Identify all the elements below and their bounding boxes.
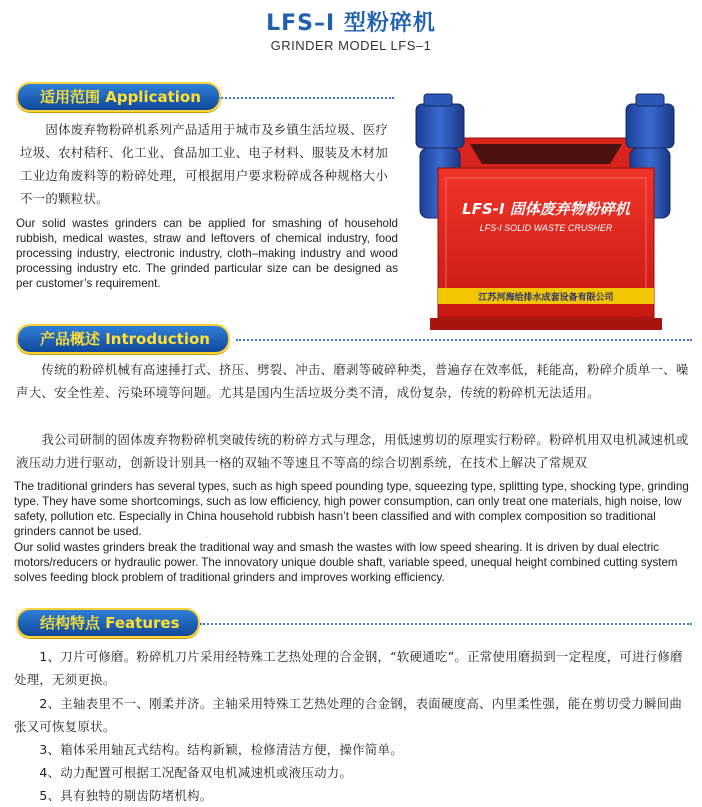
application-text-en: Our solid wastes grinders can be applied for smashing of household rubbish, medical wastes, straw and leftovers of chemical industry, food processing industry, electronic industry, cloth–making industry and wood processing industry etc. The grinded particular size can be designed as per customer’s requirement. [16,217,398,290]
feature-item: 1、刀片可修磨。粉碎机刀片采用经特殊工艺热处理的合金钢，“软硬通吃”。正常使用磨损到一定程度，可进行修磨处理，无须更换。 [14,649,683,687]
machine-label-zh: LFS-I 固体废弃物粉碎机 [462,200,630,218]
introduction-text-en-2: Our solid wastes grinders break the traditional way and smash the wastes with low speed shearing. It is driven by dual electric motors/reducers or hydraulic power. The innovatory unique double shaft, variable speed, unequal height combined cutting system solves feeding block problem of traditional grinders and improves working efficiency. [14,541,678,584]
feature-item: 4、动力配置可根据工况配备双电机减速机或液压动力。 [14,765,353,780]
introduction-text-zh-1: 传统的粉碎机械有高速捶打式、挤压、劈裂、冲击、磨剥等破碎种类，普遍存在效率低，耗能高，粉碎介质单一、噪声大、安全性差、污染环境等问题。尤其是国内生活垃圾分类不清，成份复杂，传统的粉碎机无法适用。 [16,362,689,400]
features-divider [200,623,692,625]
page-title: LFS–I 型粉碎机 [266,11,436,36]
application-divider [218,97,394,99]
introduction-heading: 产品概述 Introduction [16,324,230,354]
machine-company-label: 江苏河海给排水成套设备有限公司 [478,293,614,303]
application-text-zh: 固体废弃物粉碎机系列产品适用于城市及乡镇生活垃圾、医疗垃圾、农村秸秆、化工业、食品加工业、电子材料、服装及木材加工业边角废料等的粉碎处理，可根据用户要求粉碎成各种规格大小不一的颗粒状。 [20,122,389,206]
application-heading: 适用范围 Application [16,82,221,112]
introduction-text-en-1: The traditional grinders has several types, such as high speed pounding type, squeezing type, splitting type, shocking type, grinding type. They have some shortcomings, such as low efficiency, high power consumption, can only treat one materials, high noise, low safety, pollution etc. Especially in China household rubbish hasn’t been classified and with complex composition so traditional grinders cannot be used. [14,480,689,538]
grinder-machine-image [400,86,692,338]
introduction-divider [236,339,692,341]
machine-label-en: LFS-I SOLID WASTE CRUSHER [479,223,613,233]
feature-item: 2、主轴表里不一、刚柔并济。主轴采用特殊工艺热处理的合金钢，表面硬度高、内里柔性强，能在剪切受力瞬间曲张又可恢复原状。 [14,696,683,734]
page-subtitle: GRINDER MODEL LFS–1 [270,38,432,53]
introduction-text-zh-2: 我公司研制的固体废弃物粉碎机突破传统的粉碎方式与理念，用低速剪切的原理实行粉碎。粉碎机用双电机减速机或液压动力进行驱动，创新设计别具一格的双轴不等速且不等高的综合切割系统，在技术上解决了常规双 [16,432,689,470]
features-heading: 结构特点 Features [16,608,200,638]
feature-item: 3、箱体采用轴瓦式结构。结构新颖，检修清洁方便，操作简单。 [14,742,403,757]
feature-item: 5、具有独特的剔齿防堵机构。 [14,788,213,803]
